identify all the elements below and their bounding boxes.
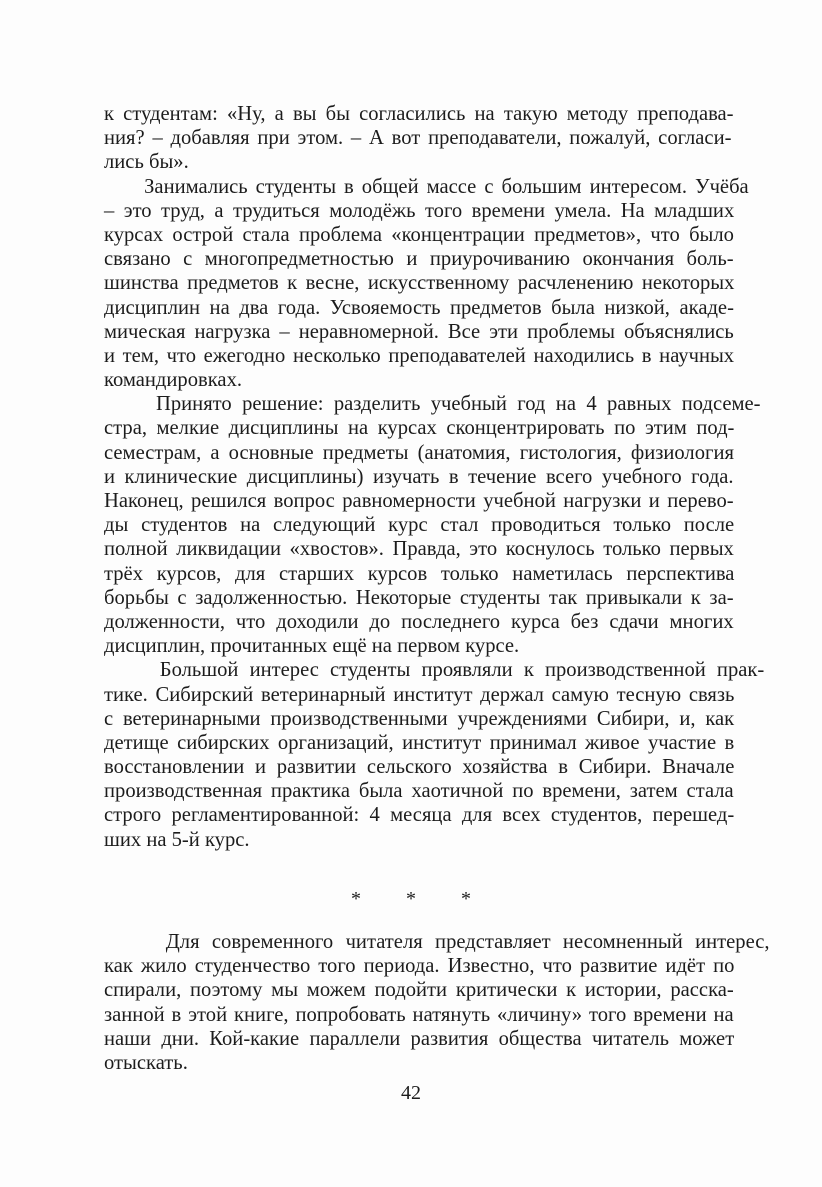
text-line: ших на 5-й курс.: [104, 828, 250, 851]
text-line: к студентам: «Ну, а вы бы согласились на такую методу преподава-: [104, 103, 734, 125]
text-line: детище сибирских организаций, институт принимал живое участие в: [104, 731, 735, 754]
text-line: дисциплин на два года. Усвояемость предметов была низкой, акаде-: [104, 296, 734, 319]
text-line: занной в этой книге, попробовать натянуть «личину» того времени на: [104, 1003, 734, 1026]
text-line: отыскать.: [104, 1051, 188, 1074]
text-line: тике. Сибирский ветеринарный институт держал самую тесную связь: [104, 683, 735, 706]
text-line: строго регламентированной: 4 месяца для всех студентов, перешед-: [104, 804, 735, 827]
text-line: спирали, поэтому мы можем подойти критически к истории, расска-: [104, 979, 734, 1002]
text-line: – это труд, а трудиться молодёжь того времени умела. На младших: [104, 199, 735, 222]
text-line: и тем, что ежегодно несколько преподавателей находились в научных: [104, 344, 735, 367]
text-line: восстановлении и развитии сельского хозяйства в Сибири. Вначале: [104, 756, 735, 779]
text-line: Для современного читателя представляет несомненный интерес,: [104, 931, 770, 953]
text-line: как жило студенчество того периода. Известно, что развитие идёт по: [104, 955, 735, 978]
text-line: связано с многопредметностью и приурочиванию окончания боль-: [104, 248, 734, 271]
text-line: производственная практика была хаотичной по времени, затем стала: [104, 780, 734, 803]
text-line: с ветеринарными производственными учреждениями Сибири, и, как: [104, 707, 735, 730]
text-line: мическая нагрузка – неравномерной. Все эти проблемы объяснялись: [104, 320, 734, 343]
text-line: трёх курсов, для старших курсов только наметилась перспектива: [104, 562, 735, 585]
paragraph-3: [104, 392, 761, 658]
text-line: полной ликвидации «хвостов». Правда, это коснулось только первых: [104, 538, 734, 561]
section-divider: * * *: [351, 888, 491, 910]
text-line: лись бы».: [104, 151, 189, 174]
main-text-top: [104, 102, 765, 852]
text-line: дисциплин, прочитанных ещё на первом курсе.: [104, 635, 520, 658]
paragraph-4: [104, 658, 765, 852]
text-line: Занимались студенты в общей массе с большим интересом. Учёба: [104, 175, 749, 198]
text-line: курсах острой стала проблема «концентрации предметов», что было: [104, 223, 734, 246]
text-line: Принято решение: разделить учебный год на 4 равных подсеме-: [104, 393, 761, 416]
main-text-bottom: [104, 930, 770, 1075]
text-line: и клинические дисциплины) изучать в течение всего учебного года.: [104, 465, 734, 488]
text-line: командировках.: [104, 369, 243, 392]
text-line: наши дни. Кой-какие параллели развития общества читатель может: [104, 1027, 735, 1050]
page-number: 42: [401, 1082, 421, 1104]
text-line: шинства предметов к весне, искусственному расчленению некоторых: [104, 272, 735, 295]
text-line: долженности, что доходили до последнего курса без сдачи многих: [104, 610, 734, 633]
text-line: Наконец, решился вопрос равномерности учебной нагрузки и перево-: [104, 490, 734, 512]
text-line: стра, мелкие дисциплины на курсах сконцентрировать по этим под-: [104, 417, 735, 440]
text-line: ды студентов на следующий курс стал проводиться только после: [104, 514, 735, 537]
text-line: борьбы с задолженностью. Некоторые студенты так привыкали к за-: [104, 586, 734, 609]
text-line: Большой интерес студенты проявляли к производственной прак-: [104, 659, 765, 682]
paragraph-2: [104, 175, 749, 393]
paragraph-1: [104, 102, 734, 175]
text-line: семестрам, а основные предметы (анатомия, гистология, физиология: [104, 441, 734, 464]
text-line: ния? – добавляя при этом. – А вот преподаватели, пожалуй, согласи-: [104, 127, 732, 150]
paragraph-5: [104, 930, 770, 1075]
